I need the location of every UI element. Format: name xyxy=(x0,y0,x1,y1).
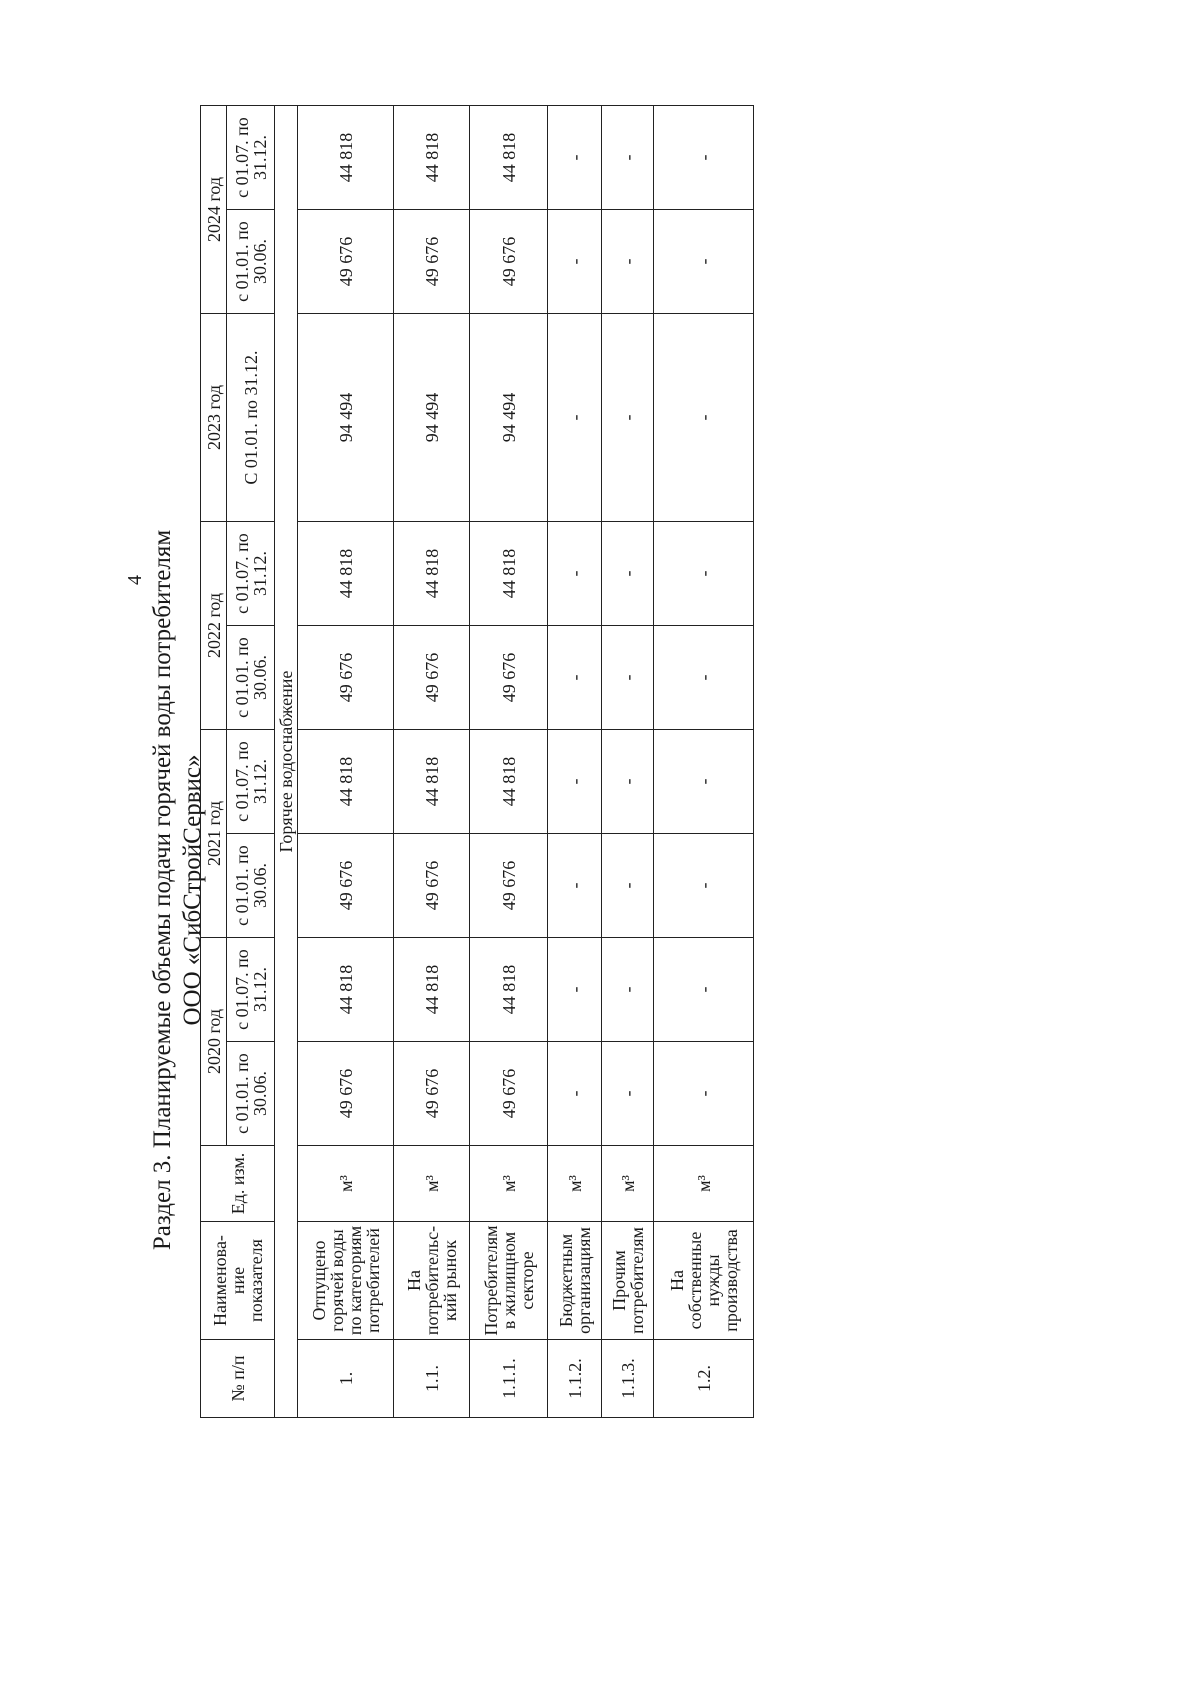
row-value: 44 818 xyxy=(470,522,548,626)
row-value: - xyxy=(548,626,602,730)
row-value: - xyxy=(602,314,654,522)
row-value: - xyxy=(602,1042,654,1146)
row-value: - xyxy=(654,106,754,210)
row-value: 94 494 xyxy=(298,314,394,522)
row-value: - xyxy=(548,210,602,314)
row-value: - xyxy=(654,210,754,314)
header-period-half2: с 01.07. по 31.12. xyxy=(227,938,275,1042)
row-value: 49 676 xyxy=(470,210,548,314)
row-value: 49 676 xyxy=(298,210,394,314)
header-period-half2: с 01.07. по 31.12. xyxy=(227,522,275,626)
row-value: 49 676 xyxy=(470,834,548,938)
row-number: 1.1. xyxy=(394,1340,470,1418)
header-period-half2: с 01.07. по 31.12. xyxy=(227,730,275,834)
row-value: 49 676 xyxy=(298,1042,394,1146)
row-value: - xyxy=(602,626,654,730)
row-number: 1. xyxy=(298,1340,394,1418)
header-unit: Ед. изм. xyxy=(201,1146,275,1222)
row-value: - xyxy=(548,1042,602,1146)
row-unit: м³ xyxy=(548,1146,602,1222)
row-value: 44 818 xyxy=(298,730,394,834)
rotated-page xyxy=(100,0,1200,1560)
title-line-1: Раздел 3. Планируемые объемы подачи горячей воды потребителям xyxy=(149,529,176,1251)
header-year-2023: 2023 год xyxy=(201,314,227,522)
header-year-2020: 2020 год xyxy=(201,938,227,1146)
row-name: Отпущено горячей воды по категориям потребителей xyxy=(298,1222,394,1340)
header-no: № п/п xyxy=(201,1340,275,1418)
header-name: Наименова-ние показателя xyxy=(201,1222,275,1340)
row-value: - xyxy=(654,938,754,1042)
row-value: 49 676 xyxy=(298,834,394,938)
table-row xyxy=(394,106,470,1418)
header-period-half1: с 01.01. по 30.06. xyxy=(227,1042,275,1146)
row-value: 44 818 xyxy=(298,938,394,1042)
row-value: 49 676 xyxy=(394,210,470,314)
table-title xyxy=(148,220,208,1560)
row-value: 49 676 xyxy=(470,1042,548,1146)
row-value: 49 676 xyxy=(470,626,548,730)
row-value: 44 818 xyxy=(298,522,394,626)
row-value: 44 818 xyxy=(394,938,470,1042)
table-row xyxy=(470,106,548,1418)
row-value: - xyxy=(602,834,654,938)
row-value: - xyxy=(654,730,754,834)
row-name: Потребителям в жилищном секторе xyxy=(470,1222,548,1340)
row-value: 49 676 xyxy=(394,626,470,730)
header-period-half2: с 01.07. по 31.12. xyxy=(227,106,275,210)
row-value: - xyxy=(548,834,602,938)
row-value: 94 494 xyxy=(394,314,470,522)
table-row xyxy=(548,106,602,1418)
row-name: На собственные нужды производства xyxy=(654,1222,754,1340)
row-value: 44 818 xyxy=(470,730,548,834)
row-value: 49 676 xyxy=(298,626,394,730)
row-number: 1.2. xyxy=(654,1340,754,1418)
row-unit: м³ xyxy=(470,1146,548,1222)
row-number: 1.1.2. xyxy=(548,1340,602,1418)
row-value: - xyxy=(548,938,602,1042)
header-period-half1: с 01.01. по 30.06. xyxy=(227,626,275,730)
row-value: 44 818 xyxy=(394,106,470,210)
row-value: - xyxy=(548,730,602,834)
header-year-2022: 2022 год xyxy=(201,522,227,730)
row-value: 49 676 xyxy=(394,834,470,938)
row-value: - xyxy=(654,626,754,730)
table-row xyxy=(654,106,754,1418)
row-number: 1.1.3. xyxy=(602,1340,654,1418)
row-value: - xyxy=(548,106,602,210)
page-number: 4 xyxy=(124,575,146,585)
row-value: - xyxy=(654,834,754,938)
header-period-half1: с 01.01. по 30.06. xyxy=(227,210,275,314)
row-name: На потребительс-кий рынок xyxy=(394,1222,470,1340)
header-period-full-year: С 01.01. по 31.12. xyxy=(227,314,275,522)
section-title: Горячее водоснабжение xyxy=(275,106,298,1418)
row-value: - xyxy=(654,314,754,522)
row-unit: м³ xyxy=(298,1146,394,1222)
row-value: - xyxy=(602,938,654,1042)
table-row xyxy=(298,106,394,1418)
row-value: 94 494 xyxy=(470,314,548,522)
row-value: - xyxy=(602,730,654,834)
row-value: - xyxy=(654,1042,754,1146)
row-value: - xyxy=(548,522,602,626)
row-value: - xyxy=(602,210,654,314)
row-value: 44 818 xyxy=(394,522,470,626)
row-value: 44 818 xyxy=(470,938,548,1042)
row-value: 44 818 xyxy=(394,730,470,834)
title-line-2: ООО «СибСтройСервис» xyxy=(179,754,206,1026)
header-row-years xyxy=(201,106,227,1418)
section-row xyxy=(275,106,298,1418)
row-value: 49 676 xyxy=(394,1042,470,1146)
header-period-half1: с 01.01. по 30.06. xyxy=(227,834,275,938)
header-year-2024: 2024 год xyxy=(201,106,227,314)
row-value: - xyxy=(548,314,602,522)
row-value: - xyxy=(654,522,754,626)
row-name: Прочим потребителям xyxy=(602,1222,654,1340)
water-supply-table xyxy=(200,105,754,1418)
row-name: Бюджетным организациям xyxy=(548,1222,602,1340)
row-value: - xyxy=(602,522,654,626)
table-row xyxy=(602,106,654,1418)
row-unit: м³ xyxy=(654,1146,754,1222)
row-value: - xyxy=(602,106,654,210)
row-unit: м³ xyxy=(394,1146,470,1222)
row-value: 44 818 xyxy=(298,106,394,210)
row-unit: м³ xyxy=(602,1146,654,1222)
header-year-2021: 2021 год xyxy=(201,730,227,938)
row-number: 1.1.1. xyxy=(470,1340,548,1418)
row-value: 44 818 xyxy=(470,106,548,210)
